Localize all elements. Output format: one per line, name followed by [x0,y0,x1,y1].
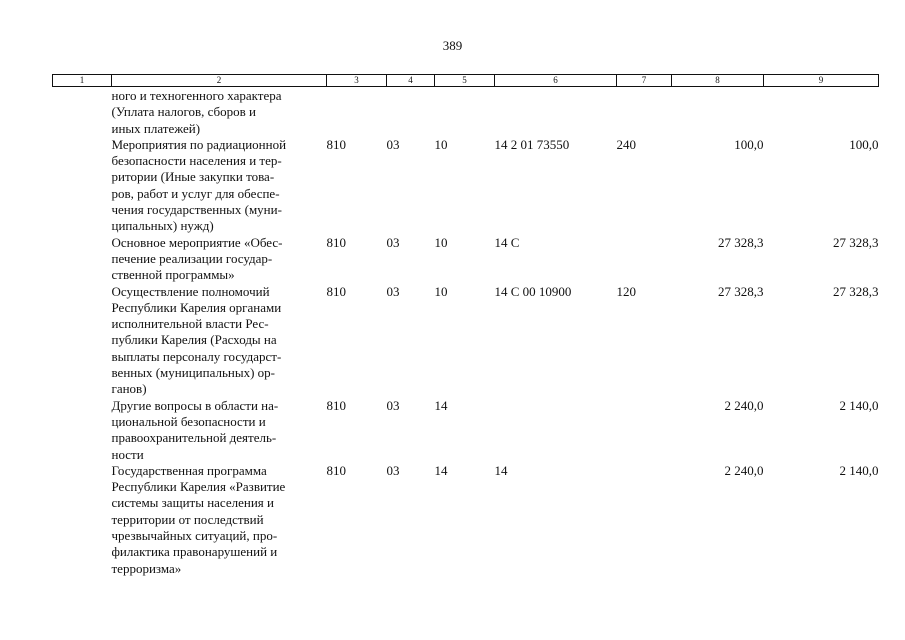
amount-year1-cell: 2 240,0 [724,462,764,478]
expense-type-cell [617,87,672,137]
amount-year2-cell: 2 140,0 [839,397,879,413]
section-code-cell: 03 [386,234,400,250]
expense-name-line: правоохранительной деятель- [111,430,277,446]
expense-name-line: циональной безопасности и [111,413,266,429]
amount-year2-cell: 2 140,0 [839,462,879,478]
subsection-code-cell: 10 [434,234,448,250]
expense-name-line: публики Карелия (Расходы на [111,332,277,348]
amount-year1-cell: 100,0 [734,136,764,152]
column-header-1: 1 [53,75,112,87]
chapter-code-cell: 810 [326,283,346,299]
target-article-cell: 14 С [494,234,520,250]
cell-col1 [53,235,112,284]
expense-name-cell [112,463,327,577]
chapter-code-cell: 810 [326,234,346,250]
expense-name-line: системы защиты населения и [111,495,274,511]
column-header-9: 9 [764,75,879,87]
amount-year2-cell: 27 328,3 [833,283,879,299]
subsection-code-cell [435,87,495,137]
expense-type-cell: 240 [616,136,636,152]
expense-name-line: ного и техногенного характера [111,88,282,103]
expense-name-line: печение реализации государ- [111,250,273,266]
column-header-6: 6 [495,75,617,87]
expense-name-line: терроризма» [111,560,182,576]
section-code-cell: 03 [386,397,400,413]
expense-name-line: ритории (Иные закупки това- [111,169,275,185]
amount-year1-cell: 2 240,0 [724,397,764,413]
table-row [53,87,879,137]
expense-name-line: чения государственных (муни- [111,202,282,218]
column-header-3: 3 [327,75,387,87]
expense-name-line: Республики Карелия «Развитие [111,479,286,495]
column-header-2: 2 [112,75,327,87]
expense-name-line: (Уплата налогов, сборов и [111,104,256,120]
expense-name-line: Республики Карелия органами [111,299,282,315]
target-article-cell: 14 2 01 73550 [494,136,570,152]
expense-type-cell: 120 [616,283,636,299]
amount-year2-cell: 100,0 [849,136,879,152]
cell-col1 [53,284,112,398]
expense-type-cell [617,463,672,577]
expense-name-line: Осуществление полномочий [111,283,270,299]
expense-name-line: ганов) [111,381,147,397]
expense-type-cell [617,398,672,463]
expense-name-line: Мероприятия по радиационной [111,136,287,152]
amount-year1-cell: 27 328,3 [718,234,764,250]
expense-name-line: исполнительной власти Рес- [111,316,269,332]
target-article-cell [495,87,617,137]
table-row [53,235,879,284]
expense-name-line: филактика правонарушений и [111,544,278,560]
target-article-cell: 14 [494,462,508,478]
chapter-code-cell: 810 [326,462,346,478]
column-header-8: 8 [672,75,764,87]
cell-col1 [53,87,112,137]
cell-col1 [53,137,112,235]
chapter-code-cell [327,87,387,137]
expense-name-line: ственной программы» [111,267,235,283]
expense-name-line: ципальных) нужд) [111,218,214,234]
page-number: 389 [442,38,463,53]
amount-year1-cell [672,87,764,137]
chapter-code-cell: 810 [326,397,346,413]
subsection-code-cell: 14 [434,397,448,413]
amount-year2-cell [764,87,879,137]
expense-name-line: чрезвычайных ситуаций, про- [111,528,278,544]
expense-name-line: Другие вопросы в области на- [111,397,279,413]
amount-year2-cell: 27 328,3 [833,234,879,250]
expense-name-line: территории от последствий [111,511,264,527]
table-row [53,137,879,235]
target-article-cell [495,398,617,463]
subsection-code-cell: 10 [434,283,448,299]
subsection-code-cell: 10 [434,136,448,152]
expense-name-cell [112,235,327,284]
expense-name-cell [112,137,327,235]
table-body [53,87,879,577]
expense-name-line: ров, работ и услуг для обеспе- [111,185,280,201]
expense-name-line: венных (муниципальных) ор- [111,365,275,381]
amount-year1-cell: 27 328,3 [718,283,764,299]
cell-col1 [53,463,112,577]
expense-name-line: безопасности населения и тер- [111,153,282,169]
table-row [53,463,879,577]
target-article-cell: 14 С 00 10900 [494,283,572,299]
column-header-5: 5 [435,75,495,87]
section-code-cell: 03 [386,283,400,299]
column-number-header-row [53,75,879,87]
budget-table [52,74,879,577]
expense-name-line: выплаты персоналу государст- [111,348,282,364]
expense-type-cell [617,235,672,284]
section-code-cell [387,87,435,137]
column-header-4: 4 [387,75,435,87]
chapter-code-cell: 810 [326,136,346,152]
subsection-code-cell: 14 [434,462,448,478]
section-code-cell: 03 [386,462,400,478]
column-header-7: 7 [617,75,672,87]
table-row [53,398,879,463]
cell-col1 [53,398,112,463]
expense-name-line: Основное мероприятие «Обес- [111,234,283,250]
section-code-cell: 03 [386,136,400,152]
expense-name-line: иных платежей) [111,120,201,136]
table-row [53,284,879,398]
expense-name-line: ности [111,446,144,462]
expense-name-cell [112,398,327,463]
expense-name-cell [112,284,327,398]
expense-name-cell [112,87,327,137]
expense-name-line: Государственная программа [111,462,267,478]
